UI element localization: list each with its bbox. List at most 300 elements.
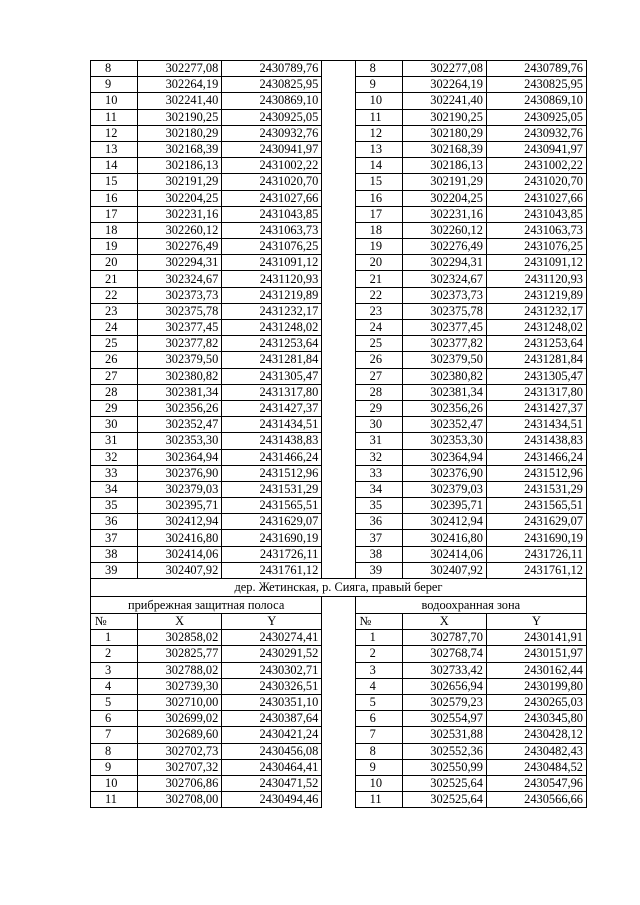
table-cell: 2431281,84 <box>222 352 322 368</box>
gap-cell <box>322 546 355 562</box>
table-cell: 2430387,64 <box>222 711 322 727</box>
table-cell: 302277,08 <box>137 61 221 77</box>
table-cell: 2430825,95 <box>486 77 586 93</box>
table-cell: 302190,25 <box>402 109 486 125</box>
table-cell: 7 <box>91 727 138 743</box>
table-cell: 19 <box>91 239 138 255</box>
table-cell: 302375,78 <box>137 303 221 319</box>
table-cell: 2431726,11 <box>486 546 586 562</box>
gap-cell <box>322 255 355 271</box>
table-cell: 3 <box>91 662 138 678</box>
table-cell: 30 <box>91 417 138 433</box>
gap-cell <box>322 158 355 174</box>
table-cell: 37 <box>355 530 402 546</box>
table-cell: 302276,49 <box>402 239 486 255</box>
table-row <box>91 562 587 578</box>
table-cell: 36 <box>355 514 402 530</box>
table-cell: 15 <box>355 174 402 190</box>
table-cell: 14 <box>91 158 138 174</box>
upper-rows <box>91 61 587 579</box>
section-title: дер. Жетинская, р. Сияга, правый берег <box>91 579 587 597</box>
table-row <box>91 678 587 694</box>
gap-cell <box>322 190 355 206</box>
table-row <box>91 711 587 727</box>
gap-cell <box>322 141 355 157</box>
table-cell: 302707,32 <box>137 759 221 775</box>
table-cell: 2431120,93 <box>222 271 322 287</box>
table-cell: 29 <box>355 400 402 416</box>
table-cell: 2430464,41 <box>222 759 322 775</box>
table-cell: 302379,03 <box>402 481 486 497</box>
table-cell: 302356,26 <box>137 400 221 416</box>
table-cell: 2431317,80 <box>486 384 586 400</box>
gap-cell <box>322 61 355 77</box>
table-cell: 2431076,25 <box>486 239 586 255</box>
gap-cell <box>322 449 355 465</box>
table-cell: 2431427,37 <box>222 400 322 416</box>
table-cell: 2430484,52 <box>486 759 586 775</box>
table-cell: 31 <box>91 433 138 449</box>
gap-cell <box>322 759 355 775</box>
table-cell: 302414,06 <box>137 546 221 562</box>
table-row <box>91 158 587 174</box>
table-cell: 27 <box>91 368 138 384</box>
table-cell: 302381,34 <box>137 384 221 400</box>
table-cell: 23 <box>91 303 138 319</box>
gap-cell <box>322 368 355 384</box>
table-row <box>91 255 587 271</box>
table-cell: 5 <box>91 694 138 710</box>
table-cell: 302377,45 <box>137 320 221 336</box>
table-row <box>91 530 587 546</box>
table-cell: 302241,40 <box>402 93 486 109</box>
table-cell: 2431726,11 <box>222 546 322 562</box>
table-row <box>91 630 587 646</box>
table-row <box>91 222 587 238</box>
table-row <box>91 384 587 400</box>
table-cell: 2431281,84 <box>486 352 586 368</box>
table-cell: 14 <box>355 158 402 174</box>
table-cell: 302260,12 <box>137 222 221 238</box>
table-cell: 2431438,83 <box>486 433 586 449</box>
table-cell: 2430428,12 <box>486 727 586 743</box>
table-row <box>91 433 587 449</box>
table-cell: 21 <box>91 271 138 287</box>
gap-cell <box>322 109 355 125</box>
table-cell: 31 <box>355 433 402 449</box>
table-cell: 302380,82 <box>137 368 221 384</box>
table-cell: 32 <box>355 449 402 465</box>
table-cell: 302231,16 <box>137 206 221 222</box>
table-row <box>91 759 587 775</box>
gap-cell <box>322 352 355 368</box>
table-cell: 2430941,97 <box>486 141 586 157</box>
table-cell: 2431512,96 <box>222 465 322 481</box>
lower-rows <box>91 630 587 808</box>
table-cell: 8 <box>355 743 402 759</box>
col-header-y: Y <box>222 614 322 630</box>
table-cell: 38 <box>91 546 138 562</box>
table-cell: 1 <box>355 630 402 646</box>
table-row <box>91 61 587 77</box>
table-cell: 302380,82 <box>402 368 486 384</box>
table-cell: 302324,67 <box>137 271 221 287</box>
table-row <box>91 417 587 433</box>
gap-cell <box>322 271 355 287</box>
table-cell: 2431248,02 <box>486 320 586 336</box>
table-cell: 19 <box>355 239 402 255</box>
table-cell: 302699,02 <box>137 711 221 727</box>
gap-cell <box>322 678 355 694</box>
gap-cell <box>322 630 355 646</box>
table-cell: 3 <box>355 662 402 678</box>
table-cell: 302407,92 <box>402 562 486 578</box>
table-cell: 39 <box>355 562 402 578</box>
table-cell: 8 <box>355 61 402 77</box>
table-cell: 10 <box>355 775 402 791</box>
table-cell: 302706,86 <box>137 775 221 791</box>
table-row <box>91 400 587 416</box>
table-cell: 302186,13 <box>137 158 221 174</box>
table-cell: 12 <box>91 125 138 141</box>
table-cell: 5 <box>355 694 402 710</box>
table-cell: 6 <box>91 711 138 727</box>
table-cell: 2430825,95 <box>222 77 322 93</box>
table-cell: 2431438,83 <box>222 433 322 449</box>
table-cell: 29 <box>91 400 138 416</box>
gap-cell <box>322 597 355 614</box>
table-row <box>91 93 587 109</box>
table-cell: 2430274,41 <box>222 630 322 646</box>
table-cell: 302416,80 <box>402 530 486 546</box>
table-cell: 2431091,12 <box>222 255 322 271</box>
table-cell: 11 <box>355 109 402 125</box>
gap-cell <box>322 400 355 416</box>
table-cell: 2430932,76 <box>222 125 322 141</box>
table-cell: 33 <box>91 465 138 481</box>
section-header <box>91 579 587 630</box>
table-cell: 16 <box>91 190 138 206</box>
table-cell: 302379,50 <box>137 352 221 368</box>
table-cell: 2431690,19 <box>222 530 322 546</box>
table-cell: 302377,45 <box>402 320 486 336</box>
gap-cell <box>322 320 355 336</box>
table-cell: 2431253,64 <box>486 336 586 352</box>
table-cell: 302376,90 <box>137 465 221 481</box>
table-cell: 17 <box>355 206 402 222</box>
table-cell: 302356,26 <box>402 400 486 416</box>
col-header-y: Y <box>486 614 586 630</box>
left-caption: прибрежная защитная полоса <box>91 597 322 614</box>
table-cell: 2431219,89 <box>486 287 586 303</box>
table-cell: 2431027,66 <box>486 190 586 206</box>
table-cell: 2430547,96 <box>486 775 586 791</box>
table-cell: 302656,94 <box>402 678 486 694</box>
gap-cell <box>322 743 355 759</box>
table-cell: 10 <box>91 775 138 791</box>
gap-cell <box>322 514 355 530</box>
table-cell: 2430869,10 <box>222 93 322 109</box>
coordinates-table <box>90 60 587 808</box>
gap-cell <box>322 336 355 352</box>
table-cell: 2430351,10 <box>222 694 322 710</box>
table-row <box>91 465 587 481</box>
table-cell: 2430456,08 <box>222 743 322 759</box>
table-cell: 2430345,80 <box>486 711 586 727</box>
table-cell: 302554,97 <box>402 711 486 727</box>
table-cell: 302375,78 <box>402 303 486 319</box>
table-cell: 302186,13 <box>402 158 486 174</box>
table-cell: 302276,49 <box>137 239 221 255</box>
col-header-x: X <box>137 614 221 630</box>
table-cell: 2430789,76 <box>486 61 586 77</box>
table-cell: 302377,82 <box>137 336 221 352</box>
table-cell: 2430566,66 <box>486 792 586 808</box>
gap-cell <box>322 206 355 222</box>
table-cell: 38 <box>355 546 402 562</box>
table-cell: 302381,34 <box>402 384 486 400</box>
table-cell: 2431063,73 <box>486 222 586 238</box>
gap-cell <box>322 77 355 93</box>
gap-cell <box>322 174 355 190</box>
table-row <box>91 646 587 662</box>
table-cell: 2430141,91 <box>486 630 586 646</box>
gap-cell <box>322 287 355 303</box>
table-cell: 18 <box>355 222 402 238</box>
table-cell: 26 <box>91 352 138 368</box>
table-row <box>91 662 587 678</box>
table-row <box>91 727 587 743</box>
table-row <box>91 336 587 352</box>
table-cell: 2431466,24 <box>222 449 322 465</box>
table-cell: 2430925,05 <box>222 109 322 125</box>
table-cell: 21 <box>355 271 402 287</box>
table-cell: 2431020,70 <box>222 174 322 190</box>
table-cell: 34 <box>355 481 402 497</box>
table-cell: 302531,88 <box>402 727 486 743</box>
table-cell: 302180,29 <box>402 125 486 141</box>
table-cell: 2430789,76 <box>222 61 322 77</box>
table-cell: 2430199,80 <box>486 678 586 694</box>
col-header-no: № <box>91 614 138 630</box>
table-cell: 2431002,22 <box>486 158 586 174</box>
table-cell: 302379,50 <box>402 352 486 368</box>
table-cell: 302264,19 <box>402 77 486 93</box>
table-cell: 2431531,29 <box>486 481 586 497</box>
table-cell: 37 <box>91 530 138 546</box>
table-cell: 302373,73 <box>137 287 221 303</box>
table-cell: 302858,02 <box>137 630 221 646</box>
table-cell: 302579,23 <box>402 694 486 710</box>
table-cell: 9 <box>91 759 138 775</box>
gap-cell <box>322 792 355 808</box>
table-cell: 2431219,89 <box>222 287 322 303</box>
right-caption: водоохранная зона <box>355 597 586 614</box>
table-row <box>91 271 587 287</box>
table-row <box>91 125 587 141</box>
table-cell: 26 <box>355 352 402 368</box>
table-cell: 6 <box>355 711 402 727</box>
table-cell: 9 <box>91 77 138 93</box>
table-cell: 2431232,17 <box>222 303 322 319</box>
table-cell: 2431434,51 <box>486 417 586 433</box>
table-cell: 2431091,12 <box>486 255 586 271</box>
table-cell: 302168,39 <box>137 141 221 157</box>
table-cell: 2431565,51 <box>486 498 586 514</box>
table-cell: 13 <box>355 141 402 157</box>
table-cell: 302377,82 <box>402 336 486 352</box>
table-cell: 33 <box>355 465 402 481</box>
table-cell: 302525,64 <box>402 792 486 808</box>
gap-cell <box>322 530 355 546</box>
table-cell: 28 <box>91 384 138 400</box>
table-cell: 302739,30 <box>137 678 221 694</box>
table-cell: 2431063,73 <box>222 222 322 238</box>
gap-cell <box>322 417 355 433</box>
table-cell: 12 <box>355 125 402 141</box>
table-cell: 11 <box>355 792 402 808</box>
table-cell: 302788,02 <box>137 662 221 678</box>
table-cell: 302702,73 <box>137 743 221 759</box>
table-cell: 2430471,52 <box>222 775 322 791</box>
table-row <box>91 174 587 190</box>
table-cell: 2431305,47 <box>222 368 322 384</box>
table-row <box>91 320 587 336</box>
gap-cell <box>322 614 355 630</box>
table-cell: 2431531,29 <box>222 481 322 497</box>
table-row <box>91 546 587 562</box>
table-cell: 302294,31 <box>402 255 486 271</box>
table-cell: 24 <box>355 320 402 336</box>
table-row <box>91 743 587 759</box>
table-cell: 2431512,96 <box>486 465 586 481</box>
table-row <box>91 792 587 808</box>
table-row <box>91 481 587 497</box>
gap-cell <box>322 239 355 255</box>
table-cell: 2430326,51 <box>222 678 322 694</box>
table-cell: 36 <box>91 514 138 530</box>
table-cell: 302353,30 <box>137 433 221 449</box>
gap-cell <box>322 481 355 497</box>
table-cell: 2431466,24 <box>486 449 586 465</box>
table-row <box>91 141 587 157</box>
table-cell: 11 <box>91 792 138 808</box>
table-cell: 2431305,47 <box>486 368 586 384</box>
table-cell: 2431629,07 <box>222 514 322 530</box>
table-cell: 302294,31 <box>137 255 221 271</box>
table-cell: 302364,94 <box>402 449 486 465</box>
table-cell: 2431043,85 <box>486 206 586 222</box>
table-cell: 302324,67 <box>402 271 486 287</box>
table-cell: 302260,12 <box>402 222 486 238</box>
table-cell: 2431043,85 <box>222 206 322 222</box>
table-cell: 2430162,44 <box>486 662 586 678</box>
table-cell: 2431002,22 <box>222 158 322 174</box>
table-cell: 17 <box>91 206 138 222</box>
table-cell: 2430265,03 <box>486 694 586 710</box>
table-cell: 8 <box>91 61 138 77</box>
table-cell: 32 <box>91 449 138 465</box>
table-cell: 302168,39 <box>402 141 486 157</box>
table-row <box>91 303 587 319</box>
table-cell: 9 <box>355 77 402 93</box>
table-row <box>91 352 587 368</box>
table-cell: 302352,47 <box>137 417 221 433</box>
table-cell: 302191,29 <box>137 174 221 190</box>
table-cell: 2430151,97 <box>486 646 586 662</box>
table-cell: 302395,71 <box>137 498 221 514</box>
table-row <box>91 694 587 710</box>
table-cell: 24 <box>91 320 138 336</box>
table-cell: 22 <box>355 287 402 303</box>
table-cell: 2430482,43 <box>486 743 586 759</box>
table-cell: 302395,71 <box>402 498 486 514</box>
table-cell: 35 <box>355 498 402 514</box>
gap-cell <box>322 93 355 109</box>
table-cell: 39 <box>91 562 138 578</box>
table-row <box>91 498 587 514</box>
table-cell: 302416,80 <box>137 530 221 546</box>
table-cell: 302708,00 <box>137 792 221 808</box>
gap-cell <box>322 384 355 400</box>
table-cell: 2431253,64 <box>222 336 322 352</box>
table-cell: 35 <box>91 498 138 514</box>
table-cell: 11 <box>91 109 138 125</box>
table-cell: 20 <box>355 255 402 271</box>
table-cell: 20 <box>91 255 138 271</box>
table-cell: 302825,77 <box>137 646 221 662</box>
table-cell: 2431761,12 <box>222 562 322 578</box>
table-cell: 302376,90 <box>402 465 486 481</box>
gap-cell <box>322 694 355 710</box>
table-cell: 2431120,93 <box>486 271 586 287</box>
table-cell: 7 <box>355 727 402 743</box>
table-cell: 302407,92 <box>137 562 221 578</box>
gap-cell <box>322 222 355 238</box>
table-cell: 302710,00 <box>137 694 221 710</box>
table-cell: 28 <box>355 384 402 400</box>
table-cell: 302373,73 <box>402 287 486 303</box>
table-cell: 2431427,37 <box>486 400 586 416</box>
table-row <box>91 287 587 303</box>
table-cell: 302552,36 <box>402 743 486 759</box>
table-row <box>91 368 587 384</box>
table-cell: 4 <box>91 678 138 694</box>
table-cell: 2431434,51 <box>222 417 322 433</box>
table-cell: 302550,99 <box>402 759 486 775</box>
col-header-no: № <box>355 614 402 630</box>
table-cell: 302353,30 <box>402 433 486 449</box>
table-cell: 302379,03 <box>137 481 221 497</box>
gap-cell <box>322 662 355 678</box>
document-page <box>90 60 587 808</box>
table-cell: 302412,94 <box>402 514 486 530</box>
table-row <box>91 775 587 791</box>
table-cell: 27 <box>355 368 402 384</box>
table-cell: 2431027,66 <box>222 190 322 206</box>
table-cell: 2431629,07 <box>486 514 586 530</box>
table-cell: 2 <box>91 646 138 662</box>
table-cell: 302241,40 <box>137 93 221 109</box>
table-cell: 2430932,76 <box>486 125 586 141</box>
table-cell: 8 <box>91 743 138 759</box>
gap-cell <box>322 775 355 791</box>
table-cell: 2430494,46 <box>222 792 322 808</box>
col-header-x: X <box>402 614 486 630</box>
table-cell: 302231,16 <box>402 206 486 222</box>
table-cell: 4 <box>355 678 402 694</box>
table-cell: 2431690,19 <box>486 530 586 546</box>
